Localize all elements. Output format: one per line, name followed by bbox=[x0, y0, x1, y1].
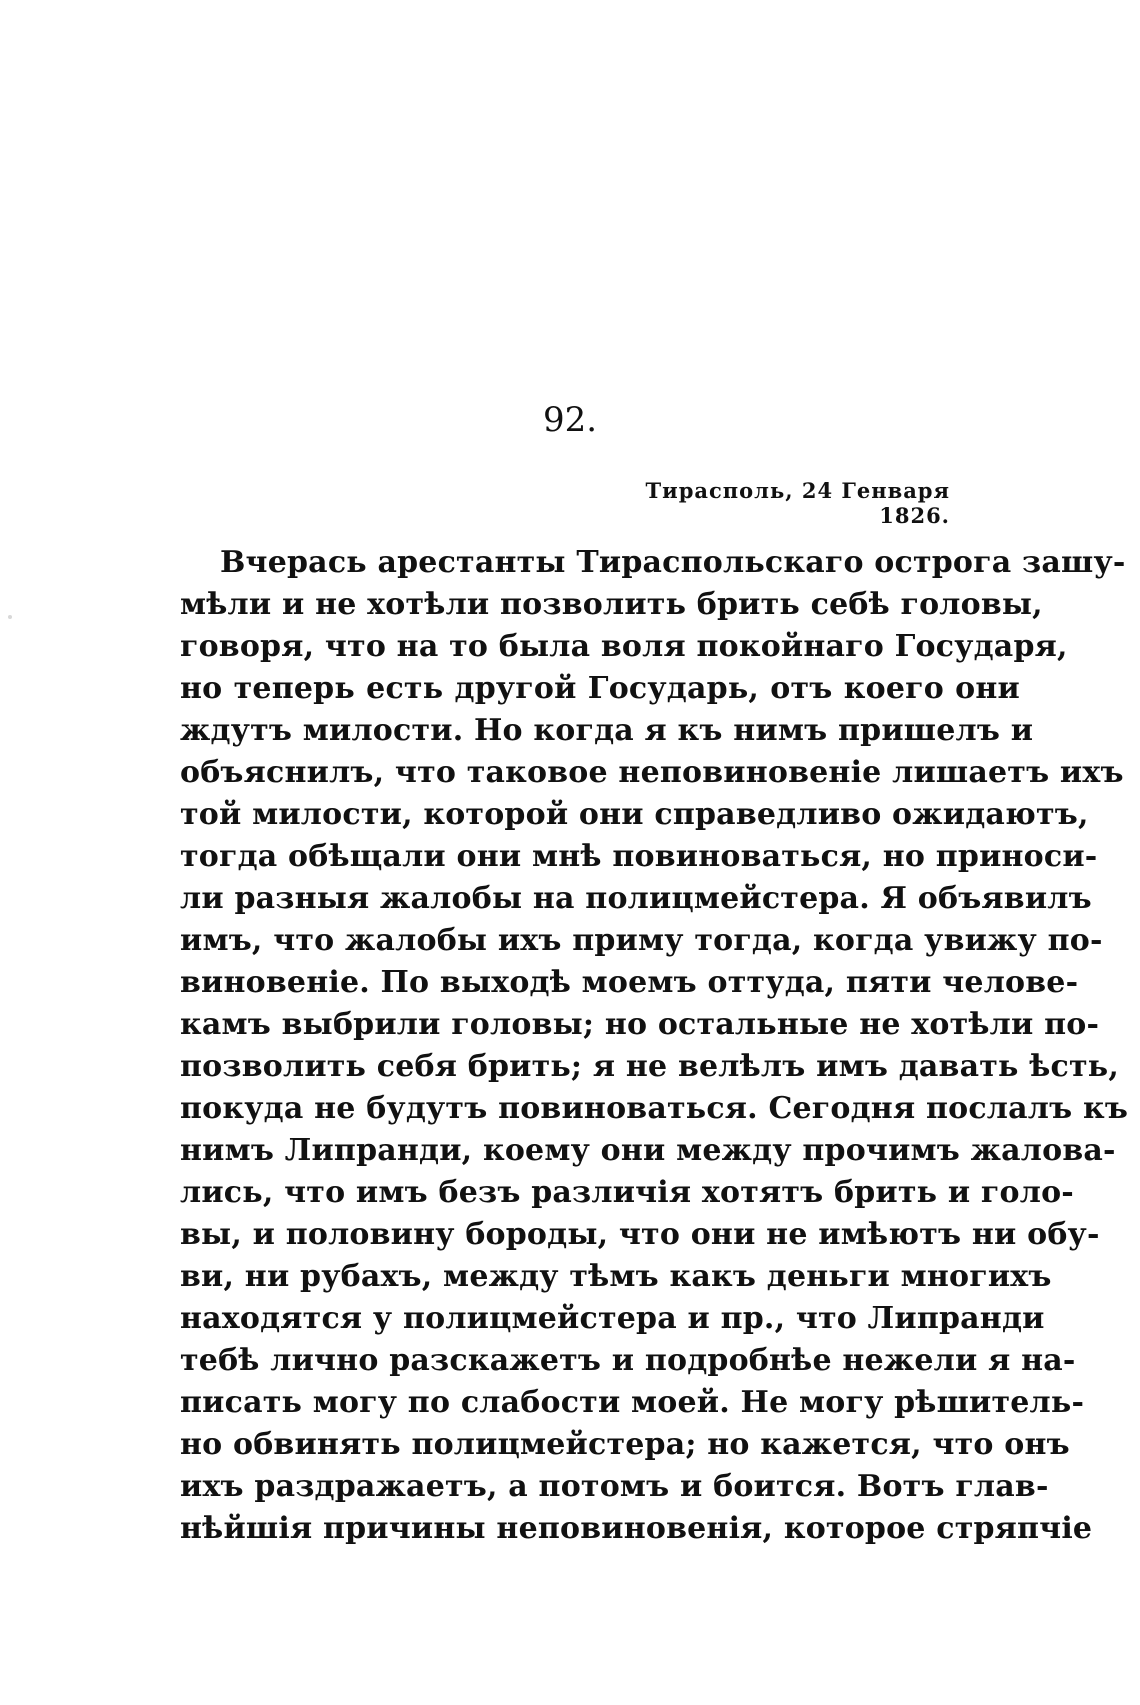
text-line: но теперь есть другой Государь, отъ коего они bbox=[180, 671, 1020, 706]
text-line: нѣйшія причины неповиновенія, которое стряпчіе bbox=[180, 1511, 1093, 1546]
text-line: вы, и половину бороды, что они не имѣютъ ни обу- bbox=[180, 1217, 1100, 1252]
text-line: ихъ раздражаетъ, а потомъ и боится. Вотъ глав- bbox=[180, 1469, 1049, 1504]
text-line: имъ, что жалобы ихъ приму тогда, когда увижу по- bbox=[180, 923, 1103, 958]
text-line: тогда обѣщали они мнѣ повиноваться, но приноси- bbox=[180, 839, 1098, 874]
text-line: тебѣ лично разскажетъ и подробнѣе нежели я на- bbox=[180, 1343, 1076, 1378]
text-line: покуда не будутъ повиноваться. Сегодня послалъ къ bbox=[180, 1091, 1129, 1126]
text-line: Вчерась арестанты Тираспольскаго острога зашу- bbox=[220, 545, 1126, 580]
text-line: виновеніе. По выходѣ моемъ оттуда, пяти челове- bbox=[180, 965, 1079, 1000]
letter-body bbox=[180, 542, 1129, 1550]
text-line: мѣли и не хотѣли позволить брить себѣ головы, bbox=[180, 587, 1043, 622]
text-line: ви, ни рубахъ, между тѣмъ какъ деньги многихъ bbox=[180, 1259, 1052, 1294]
text-line: нимъ Липранди, коему они между прочимъ жалова- bbox=[180, 1133, 1116, 1168]
dateline: Тирасполь, 24 Генваря 1826. bbox=[645, 478, 950, 528]
text-line: той милости, которой они справедливо ожидаютъ, bbox=[180, 797, 1089, 832]
text-line: находятся у полицмейстера и пр., что Липранди bbox=[180, 1301, 1045, 1336]
text-line: ждутъ милости. Но когда я къ нимъ пришелъ и bbox=[180, 713, 1034, 748]
margin-mark bbox=[8, 615, 12, 619]
text-line: позволить себя брить; я не велѣлъ имъ давать ѣсть, bbox=[180, 1049, 1119, 1084]
text-line: писать могу по слабости моей. Не могу рѣшитель- bbox=[180, 1385, 1085, 1420]
text-line: лись, что имъ безъ различія хотятъ брить и голо- bbox=[180, 1175, 1074, 1210]
letter-number: 92. bbox=[542, 400, 598, 440]
text-line: говоря, что на то была воля покойнаго Государя, bbox=[180, 629, 1068, 664]
text-line: но обвинять полицмейстера; но кажется, что онъ bbox=[180, 1427, 1070, 1462]
text-line: ли разныя жалобы на полицмейстера. Я объявилъ bbox=[180, 881, 1092, 916]
text-line: объяснилъ, что таковое неповиновеніе лишаетъ ихъ bbox=[180, 755, 1124, 790]
text-line: камъ выбрили головы; но остальные не хотѣли по- bbox=[180, 1007, 1100, 1042]
